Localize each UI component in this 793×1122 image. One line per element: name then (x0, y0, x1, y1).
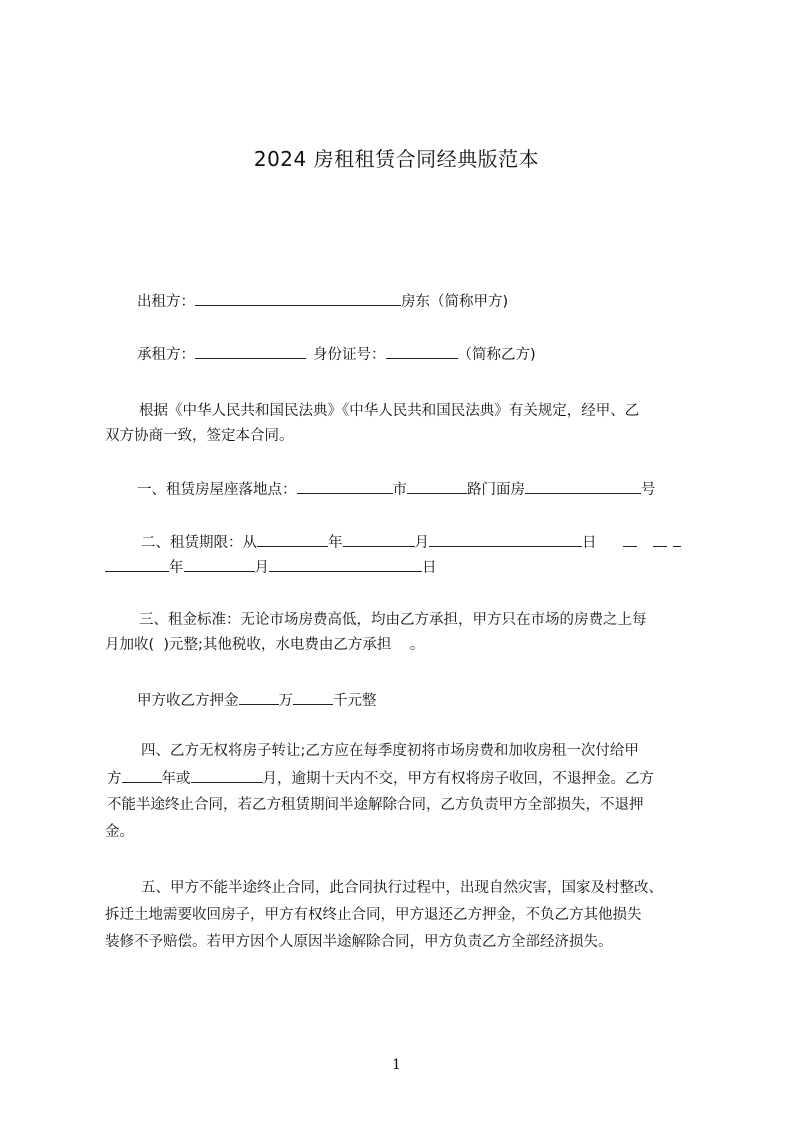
clause-2-end-day: 日 (422, 560, 437, 576)
clause-5-line-1: 五、甲方不能半途终止合同，此合同执行过程中，出现自然灾害，国家及村整改、 (141, 880, 663, 896)
clause-2-line-2 (105, 557, 437, 578)
end-year-blank (105, 557, 169, 572)
deposit-qian-blank (293, 690, 333, 705)
deposit-suffix: 千元整 (333, 693, 377, 709)
document-title: 2024 房租租赁合同经典版范本 (253, 147, 540, 171)
deposit-wan-blank (239, 690, 279, 705)
end-month-blank (184, 557, 255, 572)
lessor-label: 出租方： (137, 294, 195, 310)
dash-blank-1 (623, 532, 637, 547)
lessor-suffix: 房东（简称甲方) (401, 294, 509, 310)
clause-4-line-4: 金。 (105, 824, 134, 840)
lessee-suffix: （简称乙方) (457, 347, 536, 363)
clause-4-line-2-rest: 月，逾期十天内不交，甲方有权将房子收回，不退押金。乙方 (262, 771, 654, 787)
end-day-blank (269, 557, 422, 572)
road-blank (525, 479, 641, 494)
clause-5-line-2: 拆迁土地需要收回房子，甲方有权终止合同，甲方退还乙方押金，不负乙方其他损失 (105, 907, 642, 923)
pay-month-blank (191, 768, 263, 783)
deposit-wan: 万 (278, 693, 293, 709)
clause-1-num: 号 (641, 482, 656, 498)
clause-2-end-year: 年 (169, 560, 184, 576)
clause-2-year: 年 (328, 535, 343, 551)
lessor-name-blank (195, 291, 401, 306)
clause-2-month: 月 (414, 535, 429, 551)
clause-4-line-1: 四、乙方无权将房子转让;乙方应在每季度初将市场房费和加收房租一次付给甲 (141, 743, 639, 759)
clause-4-fang: 方 (107, 771, 122, 787)
start-month-blank (343, 532, 415, 547)
lessee-line (137, 344, 536, 365)
clause-1-line (137, 479, 656, 500)
dash-blank-3 (673, 532, 681, 547)
clause-4-line-2 (107, 768, 654, 789)
clause-3-line-1: 三、租金标准：无论市场房费高低，均由乙方承担，甲方只在市场的房费之上每 (139, 612, 647, 628)
clause-1-label: 一、租赁房屋座落地点： (137, 482, 297, 498)
start-day-blank (429, 532, 582, 547)
preamble-line-2: 双方协商一致，签定本合同。 (105, 428, 294, 444)
dash-blank-2 (653, 532, 667, 547)
clause-2-day: 日 (582, 535, 597, 551)
clause-5-line-3: 装修不予赔偿。若甲方因个人原因半途解除合同，甲方负责乙方全部经济损失。 (105, 934, 613, 950)
clause-4-year-or: 年或 (161, 771, 191, 787)
clause-2-end-month: 月 (254, 560, 269, 576)
lessor-line (137, 291, 508, 312)
preamble-line-1: 根据《中华人民共和国民法典》《中华人民共和国民法典》有关规定，经甲、乙 (139, 403, 640, 419)
clause-3-line-2: 月加收( )元整;其他税收，水电费由乙方承担 。 (105, 637, 425, 653)
deposit-line (137, 690, 377, 711)
clause-2-line-1 (141, 532, 681, 553)
lessee-name-blank (195, 344, 306, 359)
start-year-blank (257, 532, 328, 547)
deposit-label: 甲方收乙方押金 (137, 693, 239, 709)
page-number: 1 (392, 1057, 401, 1073)
clause-1-road: 路门面房 (467, 482, 525, 498)
clause-1-city: 市 (392, 482, 407, 498)
id-number-blank (386, 344, 458, 359)
lessee-label: 承租方： (137, 347, 195, 363)
id-label: 身份证号： (313, 347, 386, 363)
clause-4-line-3: 不能半途终止合同，若乙方租赁期间半途解除合同，乙方负责甲方全部损失，不退押 (107, 797, 644, 813)
clause-2-label: 二、租赁期限：从 (141, 535, 257, 551)
location-blank (297, 479, 393, 494)
pay-year-blank (122, 768, 162, 783)
city-blank (407, 479, 467, 494)
